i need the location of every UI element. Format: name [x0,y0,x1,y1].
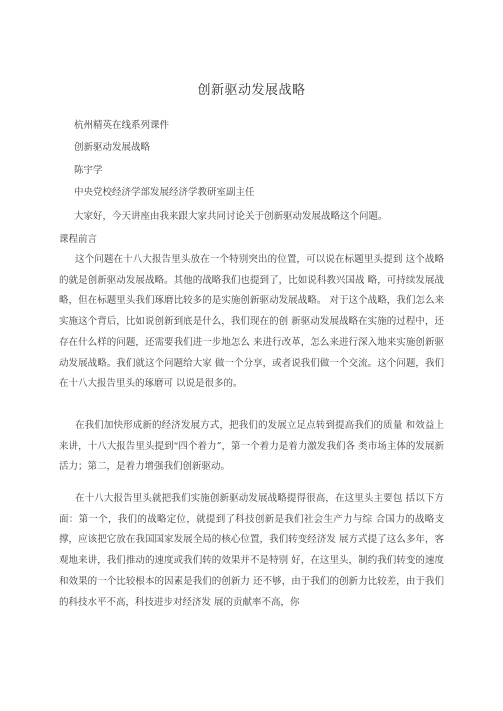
document-title: 创新驱动发展战略 [197,83,306,98]
section-heading: 课程前言 [59,234,98,245]
course-title-line: 创新驱动发展战略 [74,142,151,153]
paragraph-2: 在我们加快形成新的经济发展方式，把我们的发展立足点转到提高我们的质量 和效益上来讲，十八大报告里头提到“四个着力”，第一个着力是着力激发我们各 类市场主体的发展新活力；第二，是着力增强我们创新驱动。 [59,420,444,473]
course-series-line: 杭州精英在线系列课件 [74,120,170,131]
author-position-line: 中央党校经济学部发展经济学教研室副主任 [74,187,255,198]
paragraph-1: 这个问题在十八大报告里头放在一个特别突出的位置，可以说在标题里头提到 这个战略的就是创新驱动发展战略。其他的战略我们也提到了，比如说科教兴国战 略，可持续发展战略，但在标题里头我们琢磨比较多的是实施创新驱动发展战略。 对于这个战略，我们怎么来实施这个背后，比如说创新到底是什么，我们现在的创 新驱动发展战略在实施的过程中，还存在什么样的问题，还需要我们进一步地怎么 来进行改革，怎么来进行深入地来实施创新驱动发展战略。我们就这个问题给大家 做一个分享，或者说我们做一个交流。这个问题，我们在十八大报告里头的琢磨可 以说是很多的。 [59,254,444,390]
intro-line: 大家好，今天讲座由我来跟大家共同讨论关于创新驱动发展战略这个问题。 [74,211,388,222]
author-name-line: 陈宇学 [74,165,103,176]
paragraph-3: 在十八大报告里头就把我们实施创新驱动发展战略提得很高，在这里头主要包 括以下方面：第一个，我们的战略定位，就提到了科技创新是我们社会生产力与综 合国力的战略支撑，应该把它放在我国国家发展全局的核心位置，我们转变经济发 展方式提了这么多年，客观地来讲，我们推动的速度或我们转的效果并不是特别 好，在这里头，制约我们转变的速度和效果的一个比较根本的因素是我们的创新力 还不够，由于我们的创新力比较差，由于我们的科技水平不高，科技进步对经济发 展的贡献率不高，你 [59,493,444,608]
